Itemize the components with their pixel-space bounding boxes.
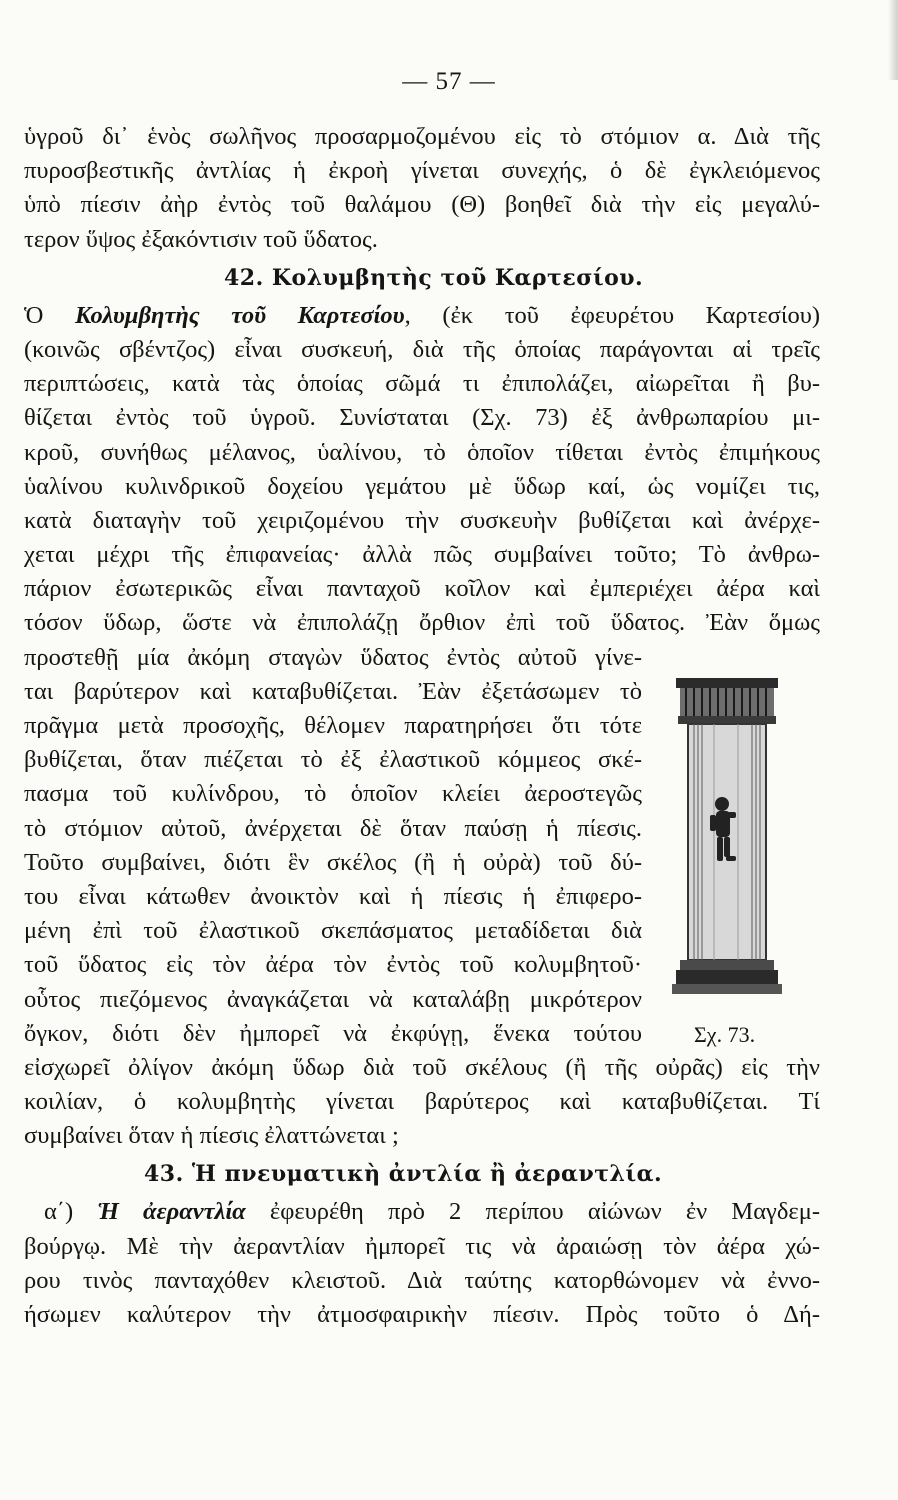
term-aerantlia: Ἡ ἀεραντλία xyxy=(97,1198,246,1226)
text-line: βυθίζεται, ὅταν πιέζεται τὸ ἐξ ἐλαστικοῦ κόμμεος σκέ- xyxy=(24,746,642,774)
text-line: εἰσχωρεῖ ὀλίγον ἀκόμη ὕδωρ διὰ τοῦ σκέλους (ἢ τῆς οὐρᾶς) εἰς τὴν xyxy=(24,1053,820,1081)
text-line: του εἶναι κάτωθεν ἀνοικτὸν καὶ ἡ πίεσις ἡ ἐπιφερο- xyxy=(24,882,642,910)
text-line: κατὰ διαταγὴν τοῦ χειριζομένου τὴν συσκευὴν βυθίζεται καὶ ἀνέρχε- xyxy=(24,506,820,534)
lead-text: Ὁ xyxy=(24,301,75,329)
text-line: χεται μέχρι τῆς ἐπιφανείας· ἀλλὰ πῶς συμβαίνει τοῦτο; Τὸ ἀνθρω- xyxy=(24,541,820,569)
cartesian-diver-illustration xyxy=(672,672,782,1012)
text-line: τερον ὕψος ἐξακόντισιν τοῦ ὕδατος. xyxy=(24,225,378,253)
text-line: οὗτος πιεζόμενος ἀναγκάζεται νὰ καταλάβῃ μικρότερον xyxy=(24,985,642,1013)
lead-text: α΄) xyxy=(44,1198,98,1226)
text-line: ρου τινὸς πανταχόθεν κλειστοῦ. Διὰ ταύτης κατορθώνομεν νὰ ἐννο- xyxy=(24,1266,820,1294)
text-line: ται βαρύτερον καὶ καταβυθίζεται. Ἐὰν ἐξετάσωμεν τὸ xyxy=(24,677,642,705)
text-line: ὄγκον, διότι δὲν ἠμπορεῖ νὰ ἐκφύγῃ, ἕνεκα τούτου xyxy=(24,1019,642,1047)
text-line: ὑαλίνου κυλινδρικοῦ δοχείου γεμάτου μὲ ὕδωρ καί, ὡς νομίζει τις, xyxy=(24,472,820,500)
text-line: κοιλίαν, ὁ κολυμβητὴς γίνεται βαρύτερος καὶ καταβυθίζεται. Τί xyxy=(24,1088,820,1116)
text-line: πυροσβεστικῆς ἀντλίας ἡ ἐκροὴ γίνεται συνεχής, ὁ δὲ ἐγκλειόμενος xyxy=(24,157,820,185)
line-rest: , (ἐκ τοῦ ἐφευρέτου Καρτεσίου) xyxy=(404,301,820,329)
text-line: βούργῳ. Μὲ τὴν ἀεραντλίαν ἠμπορεῖ τις νὰ ἀραιώσῃ τὸν ἀέρα χώ- xyxy=(24,1232,820,1260)
text-line: τὸ στόμιον αὐτοῦ, ἀνέρχεται δὲ ὅταν παύσῃ ἡ πίεσις. xyxy=(24,814,642,842)
figure-caption: Σχ. 73. xyxy=(694,1022,756,1047)
text-line: Τοῦτο συμβαίνει, διότι ἓν σκέλος (ἢ ἡ οὐρὰ) τοῦ δύ- xyxy=(24,848,642,876)
text-line: κροῦ, συνήθως μέλανος, ὑαλίνου, τὸ ὁποῖον τίθεται ἐντὸς ἐπιμήκους xyxy=(24,438,820,466)
term-kolymvitis: Κολυμβητὴς τοῦ Καρτεσίου xyxy=(74,301,405,329)
text-line: ὑπὸ πίεσιν ἀὴρ ἐντὸς τοῦ θαλάμου (Θ) βοηθεῖ διὰ τὴν εἰς μεγαλύ- xyxy=(24,191,820,219)
text-line: πασμα τοῦ κυλίνδρου, τὸ ὁποῖον κλείει ἀεροστεγῶς xyxy=(24,780,642,808)
section-42-heading: 42. Κολυμβητὴς τοῦ Καρτεσίου. xyxy=(224,264,644,291)
text-line: τόσον ὕδωρ, ὥστε νὰ ἐπιπολάζῃ ὄρθιον ἐπὶ τοῦ ὕδατος. Ἐὰν ὅμως xyxy=(24,609,820,637)
section-43-first-line xyxy=(24,1195,820,1229)
text-line: περιπτώσεις, κατὰ τὰς ὁποίας σῶμά τι ἐπιπολάζει, αἰωρεῖται ἢ βυ- xyxy=(24,370,820,398)
text-line: τοῦ ὕδατος εἰς τὸν ἀέρα τὸν ἐντὸς τοῦ κολυμβητοῦ· xyxy=(24,951,642,979)
section-42-first-line xyxy=(24,299,820,333)
text-line: πάριον ἐσωτερικῶς εἶναι πανταχοῦ κοῖλον καὶ ἐμπεριέχει ἀέρα καὶ xyxy=(24,575,820,603)
text-line: (κοινῶς σβέντζος) εἶναι συσκευή, διὰ τῆς ὁποίας παράγονται αἱ τρεῖς xyxy=(24,335,820,363)
figure-cartesian-diver xyxy=(672,672,782,1012)
page-number: — 57 — xyxy=(402,68,496,95)
text-line: πρᾶγμα μετὰ προσοχῆς, θέλομεν παρατηρήσει ὅτι τότε xyxy=(24,712,642,739)
text-line: ήσωμεν καλύτερον τὴν ἀτμοσφαιρικὴν πίεσιν. Πρὸς τοῦτο ὁ Δή- xyxy=(24,1301,820,1328)
section-43-heading: 43. Ἡ πνευματικὴ ἀντλία ἢ ἀεραντλία. xyxy=(144,1161,663,1188)
text-line: συμβαίνει ὅταν ἡ πίεσις ἐλαττώνεται ; xyxy=(24,1122,399,1150)
line-rest: ἐφευρέθη πρὸ 2 περίπου αἰώνων ἐν Μαγδεμ- xyxy=(245,1198,820,1226)
text-line: ὑγροῦ δι᾽ ἑνὸς σωλῆνος προσαρμοζομένου εἰς τὸ στόμιον α. Διὰ τῆς xyxy=(24,123,820,150)
text-line: θίζεται ἐντὸς τοῦ ὑγροῦ. Συνίσταται (Σχ. 73) ἐξ ἀνθρωπαρίου μι- xyxy=(24,404,820,432)
text-line: μένη ἐπὶ τοῦ ἐλαστικοῦ σκεπάσματος μεταδίδεται διὰ xyxy=(24,917,642,945)
text-line: προστεθῇ μία ἀκόμη σταγὼν ὕδατος ἐντὸς αὐτοῦ γίνε- xyxy=(24,643,642,671)
